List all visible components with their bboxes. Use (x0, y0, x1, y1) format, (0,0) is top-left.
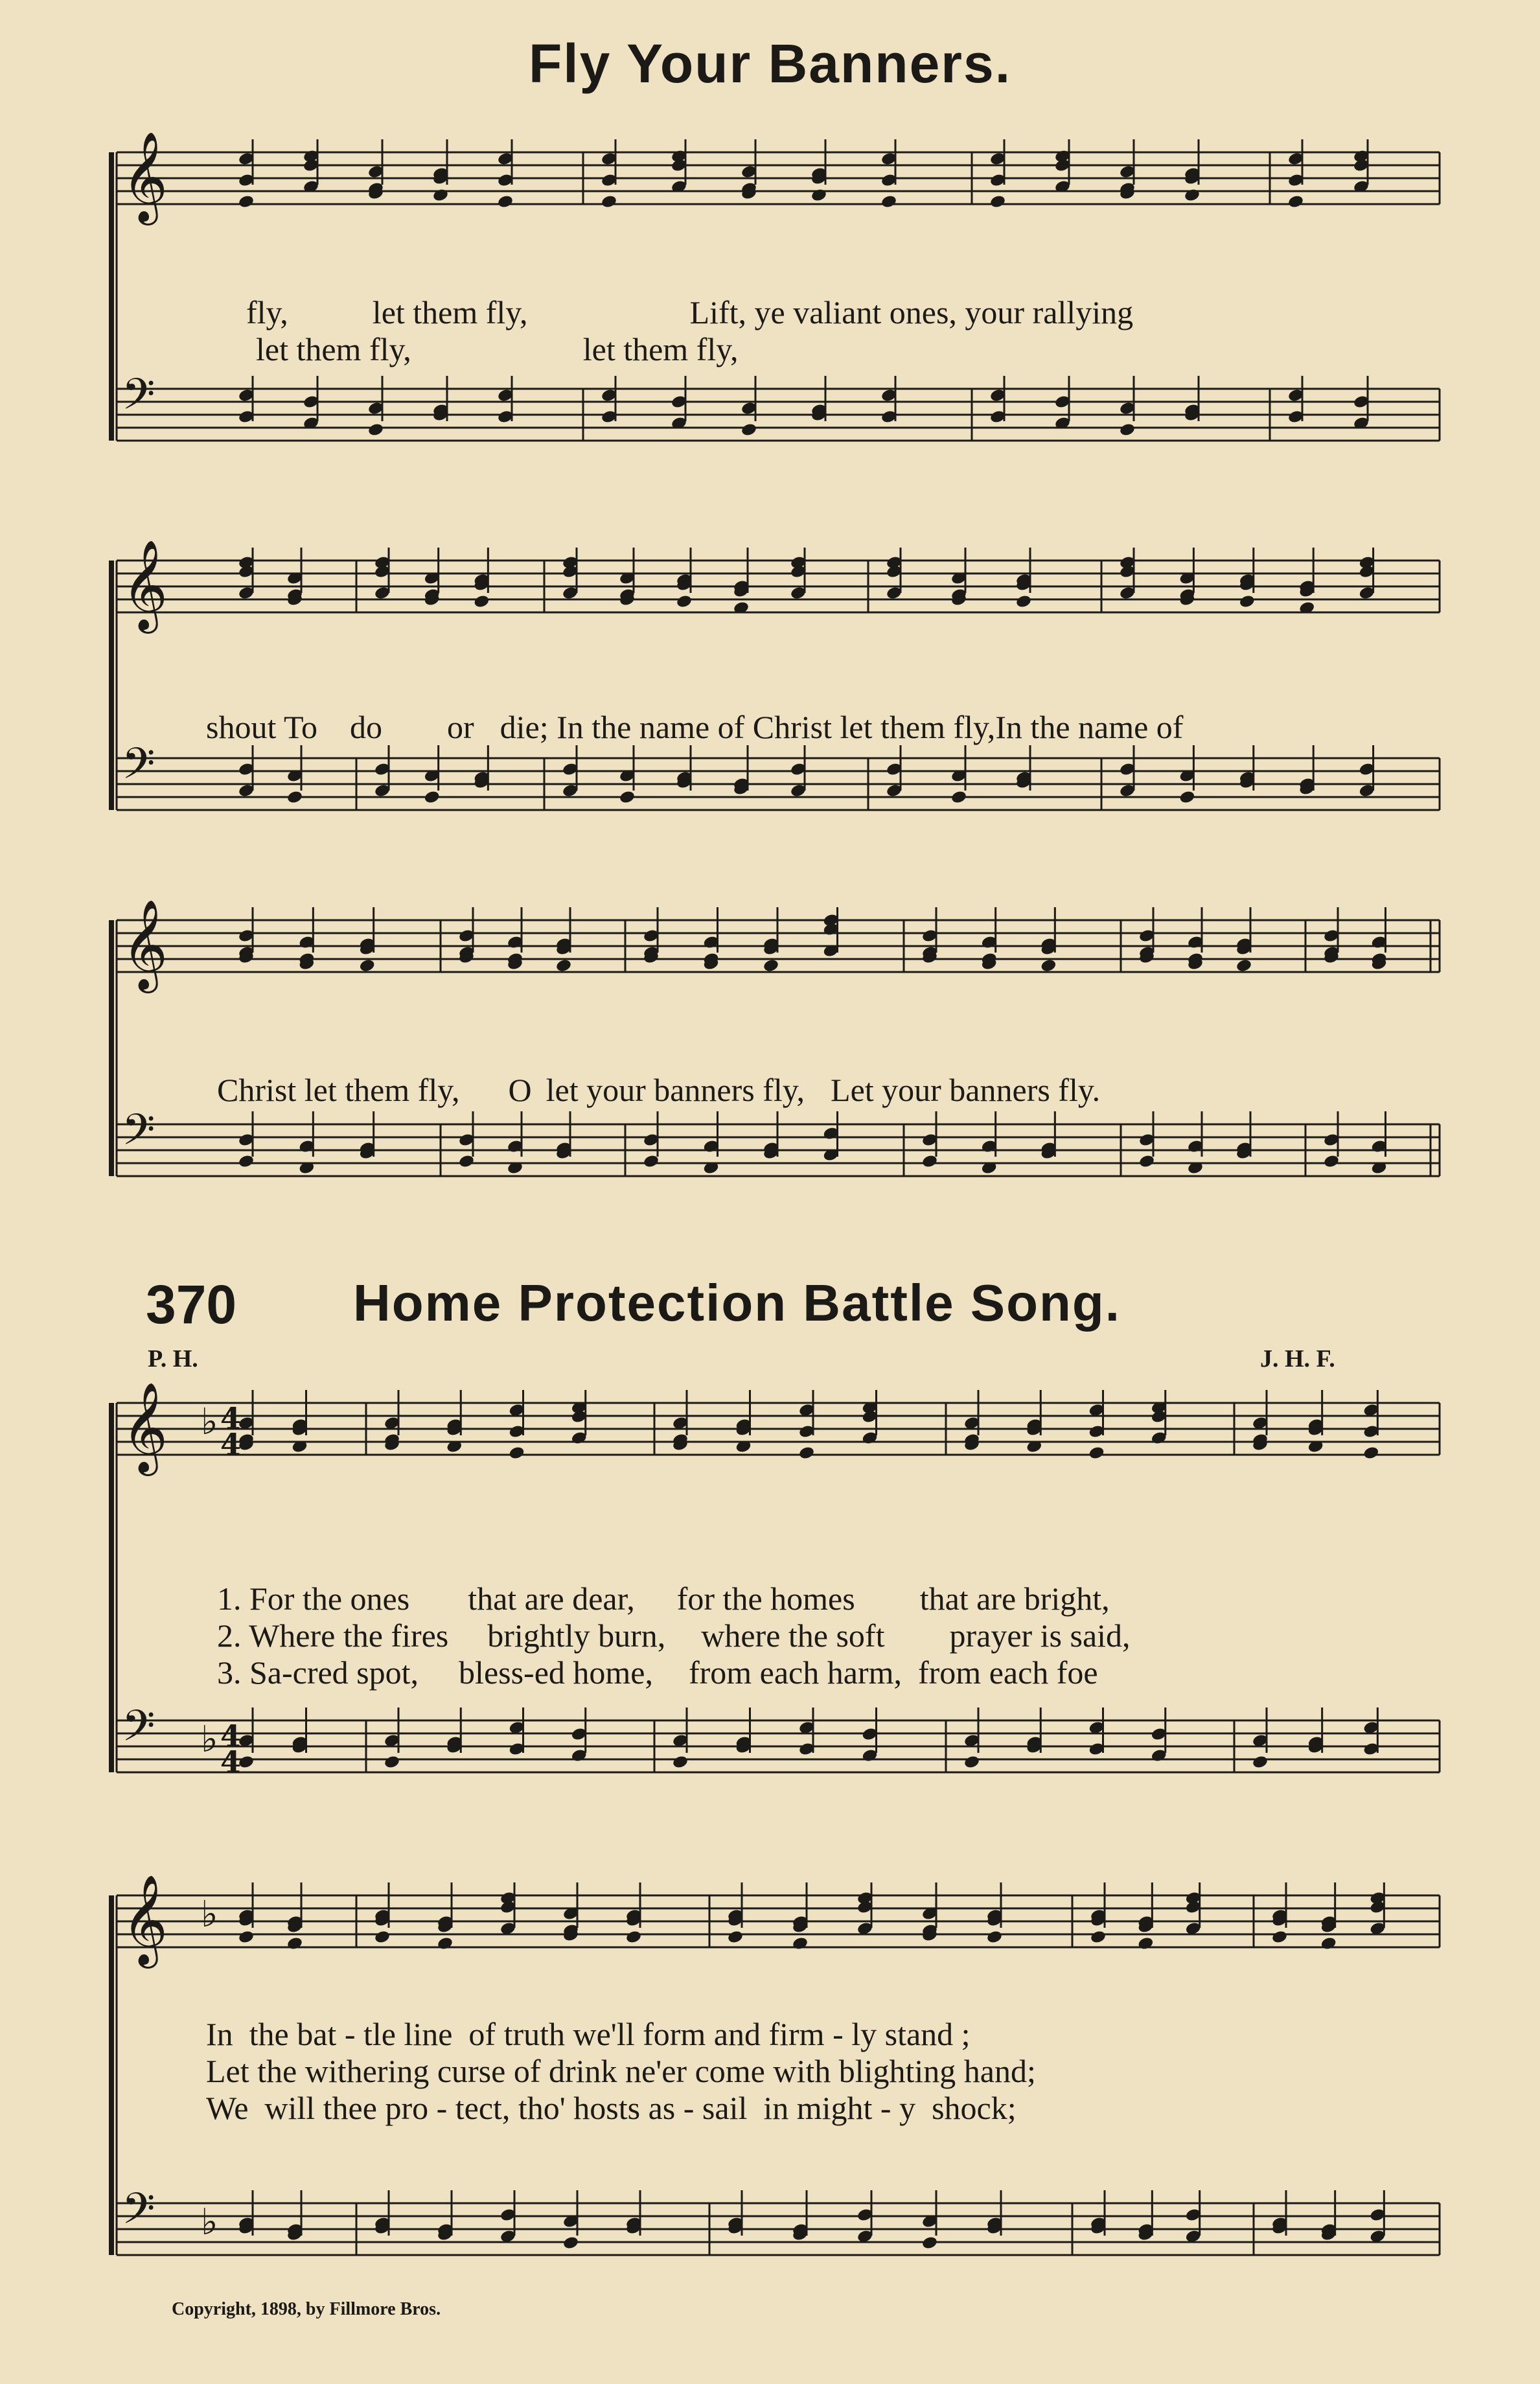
song-title: Fly Your Banners. (528, 33, 1012, 94)
note-icon (798, 1446, 815, 1461)
note-icon (432, 188, 449, 203)
verse-line: 1. For the ones that are dear, for the homes that are bright, (217, 1580, 1110, 1617)
note-icon (763, 958, 779, 973)
time-signature-bottom: 4 (220, 1427, 242, 1462)
note-icon (986, 1930, 1003, 1945)
note-icon (238, 194, 255, 209)
note-icon (562, 2236, 579, 2251)
note-icon (601, 194, 617, 209)
lyric-line: fly, let them fly, Lift, ye valiant ones, your rallying (246, 294, 1134, 330)
note-icon (1040, 958, 1057, 973)
note-icon (508, 1446, 525, 1461)
note-icon (1252, 1755, 1269, 1770)
lyricist-credit: P. H. (148, 1345, 198, 1372)
note-icon (1090, 1930, 1107, 1945)
note-icon (1015, 594, 1032, 609)
treble-clef-icon: 𝄞 (122, 1382, 168, 1472)
note-icon (497, 194, 514, 209)
note-icon (384, 1755, 400, 1770)
note-icon (1320, 1936, 1337, 1951)
bass-clef-icon: 𝄢 (122, 739, 155, 799)
note-icon (1137, 1936, 1154, 1951)
lyric-line: Christ let them fly, O let your banners fly, Let your banners fly. (217, 1072, 1101, 1108)
time-signature-top: 4 (220, 1401, 242, 1436)
note-icon (676, 594, 693, 609)
note-icon (921, 2236, 938, 2251)
note-icon (286, 1936, 303, 1951)
bass-clef-icon: 𝄢 (122, 1701, 155, 1761)
note-icon (437, 1936, 454, 1951)
flat-icon: ♭ (201, 2201, 218, 2243)
note-icon (880, 194, 897, 209)
note-icon (950, 790, 967, 805)
note-icon (619, 790, 636, 805)
composer-credit: J. H. F. (1260, 1345, 1335, 1372)
note-icon (359, 958, 376, 973)
note-icon (1184, 188, 1201, 203)
note-icon (1271, 1930, 1288, 1945)
time-signature-bottom: 4 (220, 1744, 242, 1779)
hymn-number: 370 (146, 1274, 237, 1335)
lyric-line: shout To do or die; In the name of Christ let them fly,In the name of (206, 709, 1184, 745)
treble-clef-icon: 𝄞 (122, 540, 168, 630)
note-icon (424, 790, 441, 805)
note-icon (1287, 194, 1304, 209)
note-icon (1119, 422, 1136, 437)
bass-clef-icon: 𝄢 (122, 1105, 155, 1165)
time-signature-top: 4 (220, 1719, 242, 1753)
note-icon (625, 1930, 642, 1945)
treble-clef-icon: 𝄞 (122, 132, 168, 222)
verse-line: We will thee pro - tect, tho' hosts as - sail in might - y shock; (206, 2090, 1017, 2126)
note-icon (1235, 958, 1252, 973)
note-icon (1088, 1446, 1105, 1461)
note-icon (286, 790, 303, 805)
note-icon (1239, 594, 1256, 609)
note-icon (810, 188, 827, 203)
note-icon (555, 958, 572, 973)
note-icon (374, 1930, 391, 1945)
note-icon (473, 594, 490, 609)
verse-line: 2. Where the fires brightly burn, where the soft prayer is said, (217, 1617, 1131, 1654)
note-icon (989, 194, 1006, 209)
note-icon (1178, 790, 1195, 805)
verse-line: In the bat - tle line of truth we'll form and firm - ly stand ; (206, 2016, 971, 2052)
note-icon (741, 422, 757, 437)
verse-line: 3. Sa-cred spot, bless-ed home, from each harm, from each foe (217, 1654, 1098, 1691)
note-icon (367, 422, 384, 437)
flat-icon: ♭ (201, 1893, 218, 1936)
note-icon (727, 1930, 744, 1945)
flat-icon: ♭ (201, 1719, 218, 1761)
note-icon (963, 1755, 980, 1770)
note-icon (238, 1930, 255, 1945)
bass-clef-icon: 𝄢 (122, 369, 155, 430)
flat-icon: ♭ (201, 1401, 218, 1443)
bass-clef-icon: 𝄢 (122, 2184, 155, 2244)
verse-line: Let the withering curse of drink ne'er come with blighting hand; (206, 2053, 1036, 2089)
song-title: Home Protection Battle Song. (353, 1274, 1121, 1332)
copyright-notice: Copyright, 1898, by Fillmore Bros. (172, 2299, 441, 2319)
note-icon (792, 1936, 809, 1951)
lyric-line: let them fly, let them fly, (256, 331, 739, 367)
note-icon (672, 1755, 689, 1770)
treble-clef-icon: 𝄞 (122, 899, 168, 989)
note-icon (1362, 1446, 1379, 1461)
treble-clef-icon: 𝄞 (122, 1875, 168, 1965)
